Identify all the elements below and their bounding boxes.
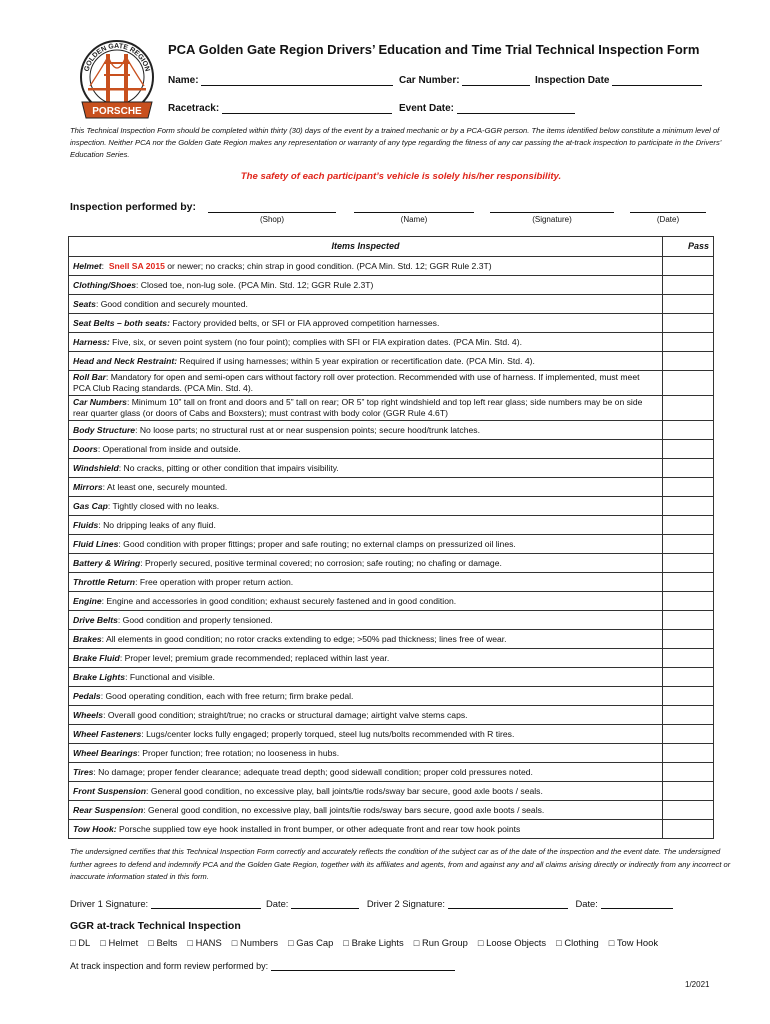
pass-header: Pass (663, 237, 714, 257)
pass-cell[interactable] (663, 352, 714, 371)
ggr-check-brake-lights[interactable] (343, 937, 403, 948)
checkbox-icon[interactable]: □ (343, 937, 349, 948)
item-cell (69, 333, 663, 352)
item-label: Front Suspension (73, 785, 147, 796)
item-cell (69, 801, 663, 820)
item-cell (69, 396, 663, 421)
pass-cell[interactable] (663, 257, 714, 276)
item-description: : General good condition, no excessive play, ball joints/tie rods/sway bars secure, good axle boots / seals. (143, 804, 545, 815)
name-input[interactable] (201, 74, 393, 86)
item-description: : No loose parts; no structural rust at or near suspension points; secure hood/trunk latches. (135, 424, 480, 435)
table-row (69, 649, 714, 668)
item-cell (69, 592, 663, 611)
item-label: Seats (73, 298, 96, 309)
item-label: Fluids (73, 519, 99, 530)
form-version-date: 1/2021 (685, 980, 710, 989)
item-description: : At least one, securely mounted. (102, 481, 228, 492)
review-input[interactable] (271, 959, 455, 971)
ggr-section-title: GGR at-track Technical Inspection (70, 920, 241, 932)
pass-cell[interactable] (663, 554, 714, 573)
inspection-table (68, 236, 714, 839)
checkbox-icon[interactable]: □ (231, 937, 238, 948)
driver-signature-row (70, 897, 673, 909)
item-cell (69, 440, 663, 459)
item-cell (69, 371, 663, 396)
item-cell (69, 295, 663, 314)
checkbox-label: Helmet (108, 937, 139, 948)
intro-paragraph: This Technical Inspection Form should be completed within thirty (30) days of the event by a trained mechanic or by a PCA-GGR person. The items identified below constitute a minimum level of inspection. Neither PCA nor the Golden Gate Region makes any representation or warranty of any type regarding the fitness of any car passing the at-track inspection to participate in the Drivers’ Education Series. (70, 126, 722, 159)
item-cell (69, 314, 663, 333)
item-cell (69, 649, 663, 668)
logo-top-text: GOLDEN GATE REGION (83, 42, 151, 73)
item-cell (69, 257, 663, 276)
car-number-field-row (399, 74, 530, 86)
checkbox-icon[interactable]: □ (187, 937, 194, 948)
item-description: : Good condition and properly tensioned. (117, 614, 273, 625)
pass-cell[interactable] (663, 649, 714, 668)
checkbox-label: Clothing (564, 937, 599, 948)
item-cell (69, 820, 663, 839)
ggr-check-loose-objects[interactable] (478, 937, 546, 948)
item-label: Mirrors (73, 481, 103, 492)
table-row (69, 744, 714, 763)
item-label: Drive Belts (73, 614, 118, 625)
table-row (69, 257, 714, 276)
item-cell (69, 497, 663, 516)
shop-caption: (Shop) (259, 215, 284, 224)
table-row (69, 459, 714, 478)
item-description: : Operational from inside and outside. (97, 443, 241, 454)
pass-cell[interactable] (663, 371, 714, 396)
safety-note: The safety of each participant’s vehicle is solely his/her responsibility. (240, 171, 562, 182)
item-label: Brake Fluid (73, 652, 120, 663)
racetrack-input[interactable] (222, 102, 392, 114)
item-label: Brake Lights (73, 671, 126, 682)
table-row (69, 352, 714, 371)
item-cell (69, 706, 663, 725)
item-label: Body Structure (73, 424, 136, 435)
item-label: Wheels (73, 709, 104, 720)
pass-cell[interactable] (663, 421, 714, 440)
item-description: : Lugs/center locks fully engaged; properly torqued, steel lug nuts/bolts recommended with R tires. (141, 728, 515, 739)
pass-cell[interactable] (663, 725, 714, 744)
item-label: Seat Belts – both seats: (73, 317, 170, 328)
item-cell (69, 630, 663, 649)
pass-cell[interactable] (663, 573, 714, 592)
item-label: Tow Hook: (73, 823, 117, 834)
checkbox-icon[interactable]: □ (556, 937, 562, 948)
name-caption: (Name) (400, 215, 428, 224)
item-label: Engine (73, 595, 102, 606)
item-cell (69, 573, 663, 592)
driver2-signature-input[interactable] (448, 897, 568, 909)
pass-cell[interactable] (663, 535, 714, 554)
checkbox-label: Numbers (239, 937, 279, 948)
table-row (69, 782, 714, 801)
performed-date-input[interactable] (630, 212, 706, 213)
checkbox-icon[interactable]: □ (100, 937, 106, 948)
event-date-label: Event Date: (399, 103, 455, 114)
item-description: : Proper function; free rotation; no looseness in hubs. (137, 747, 340, 758)
item-label: Doors (73, 443, 98, 454)
driver2-date-input[interactable] (601, 897, 673, 909)
table-row (69, 535, 714, 554)
pass-cell[interactable] (663, 592, 714, 611)
date-caption: (Date) (656, 215, 680, 224)
table-row (69, 497, 714, 516)
checkbox-label: HANS (195, 937, 222, 948)
item-label: Clothing/Shoes (73, 279, 137, 290)
signature-caption: (Signature) (532, 215, 572, 224)
performer-name-input[interactable] (354, 212, 474, 213)
item-label: Tires (73, 766, 94, 777)
table-row (69, 396, 714, 421)
checkbox-label: DL (78, 937, 91, 948)
checkbox-label: Run Group (421, 937, 468, 948)
pass-cell[interactable] (663, 744, 714, 763)
item-description: : Properly secured, positive terminal covered; no corrosion; safe routing; no chafing or damage. (140, 557, 502, 568)
event-date-input[interactable] (457, 102, 575, 114)
ggr-check-tow-hook[interactable] (609, 937, 658, 948)
item-label: Throttle Return (73, 576, 136, 587)
item-label: Wheel Fasteners (73, 728, 142, 739)
car-number-input[interactable] (462, 74, 530, 86)
table-row (69, 295, 714, 314)
pass-cell[interactable] (663, 611, 714, 630)
item-description: : Free operation with proper return action. (135, 576, 294, 587)
name-label: Name: (168, 75, 199, 86)
item-cell (69, 554, 663, 573)
item-description: : General good condition, no excessive play, ball joints/tie rods/sway bar secure, good axle boots / seals. (146, 785, 543, 796)
ggr-checklist (70, 937, 668, 948)
item-cell (69, 421, 663, 440)
table-row (69, 276, 714, 295)
item-description: Required if using harnesses; within 5 year expiration or recertification date. (PCA Min. Std. 4). (177, 355, 535, 366)
ggr-check-clothing[interactable] (556, 937, 599, 948)
item-label: Wheel Bearings (73, 747, 138, 758)
item-description: : Closed toe, non-lug sole. (PCA Min. Std. 12; GGR Rule 2.3T) (136, 279, 374, 290)
pass-cell[interactable] (663, 440, 714, 459)
name-field-row (168, 74, 393, 86)
item-label: Brakes (73, 633, 102, 644)
inspection-date-input[interactable] (612, 74, 702, 86)
pass-cell[interactable] (663, 459, 714, 478)
checkbox-icon[interactable]: □ (148, 937, 154, 948)
item-description: : Good operating condition, each with free return; firm brake pedal. (100, 690, 354, 701)
table-row (69, 706, 714, 725)
table-row (69, 516, 714, 535)
item-description: : Overall good condition; straight/true; no cracks or structural damage; airtight valve stems caps. (103, 709, 468, 720)
ggr-check-dl[interactable] (70, 937, 90, 948)
table-row (69, 440, 714, 459)
checkbox-icon[interactable]: □ (288, 937, 294, 948)
pass-cell[interactable] (663, 687, 714, 706)
table-row (69, 592, 714, 611)
car-number-label: Car Number: (399, 75, 460, 86)
driver1-date-input[interactable] (291, 897, 359, 909)
item-description: Porsche supplied tow eye hook installed in front bumper, or other adequate front and rear tow hook points (116, 823, 521, 834)
item-cell (69, 276, 663, 295)
driver2-date-label: Date: (575, 898, 598, 909)
item-description: or newer; no cracks; chin strap in good condition. (PCA Min. Std. 12; GGR Rule 2.3T) (164, 260, 492, 271)
item-label: Battery & Wiring (73, 557, 141, 568)
item-description: : Engine and accessories in good condition; exhaust securely fastened and in good condition. (101, 595, 457, 606)
pass-cell[interactable] (663, 314, 714, 333)
item-separator: : (101, 260, 109, 271)
item-cell (69, 782, 663, 801)
pass-cell[interactable] (663, 497, 714, 516)
pass-cell[interactable] (663, 820, 714, 839)
racetrack-field-row (168, 102, 392, 114)
item-cell (69, 478, 663, 497)
table-row (69, 725, 714, 744)
pass-cell[interactable] (663, 763, 714, 782)
ggr-check-belts[interactable] (148, 937, 177, 948)
item-label: Rear Suspension (73, 804, 144, 815)
logo-bottom-text: PORSCHE (92, 106, 142, 117)
pca-ggr-logo (76, 36, 158, 132)
pass-cell[interactable] (663, 516, 714, 535)
item-description: : No dripping leaks of any fluid. (98, 519, 216, 530)
item-description: : No damage; proper fender clearance; adequate tread depth; good sidewall condition; proper cold pressures noted. (93, 766, 533, 777)
certification-paragraph: The undersigned certifies that this Technical Inspection Form correctly and accurately reflects the condition of the subject car as of the date of the inspection and the event date. The undersigned further agrees to defend and indemnify PCA and the Golden Gate Region, together with its affiliates and agents, from and against any and all claims arising directly or indirectly from any incorrect or inaccurate information stated in this form. (70, 847, 731, 881)
ggr-check-hans[interactable] (187, 937, 221, 948)
checkbox-label: Belts (156, 937, 178, 948)
shop-input[interactable] (208, 212, 336, 213)
table-row (69, 573, 714, 592)
checkbox-label: Tow Hook (616, 937, 659, 948)
driver1-date-label: Date: (266, 898, 289, 909)
ggr-check-helmet[interactable] (100, 937, 138, 948)
item-label: Car Numbers (73, 397, 127, 407)
driver2-signature-label: Driver 2 Signature: (366, 898, 446, 909)
table-row (69, 668, 714, 687)
pass-cell[interactable] (663, 396, 714, 421)
item-description: : Mandatory for open and semi-open cars without factory roll over protection. Recommended with use of harness. If implemented, must meet PCA Club Racing standards. (PCA Min. Std. 4). (73, 372, 640, 393)
item-label: Helmet (73, 260, 102, 271)
item-label: Roll Bar (73, 372, 106, 382)
checkbox-label: Gas Cap (296, 937, 334, 948)
item-label: Harness: (73, 336, 110, 347)
pass-cell[interactable] (663, 295, 714, 314)
performed-by-label: Inspection performed by: (70, 201, 197, 213)
table-row (69, 820, 714, 839)
pass-cell[interactable] (663, 478, 714, 497)
table-row (69, 333, 714, 352)
table-row (69, 630, 714, 649)
item-standard-highlight: Snell SA 2015 (108, 260, 165, 271)
ggr-check-run-group[interactable] (414, 937, 468, 948)
pass-cell[interactable] (663, 276, 714, 295)
table-row (69, 801, 714, 820)
item-label: Gas Cap (73, 500, 108, 511)
item-cell (69, 744, 663, 763)
table-row (69, 314, 714, 333)
item-cell (69, 611, 663, 630)
item-description: : All elements in good condition; no rotor cracks extending to edge; >50% pad thickness; lines free of wear. (101, 633, 507, 644)
item-description: : Minimum 10” tall on front and doors and 5” tall on rear; OR 5” top right windshield and top left rear glass; side numbers may be on side rear quarter glass (or doors of Cabs and Boxsters); must contrast with body color (GGR Rule 4.6T) (73, 397, 643, 418)
driver1-signature-label: Driver 1 Signature: (70, 898, 149, 909)
driver1-signature-input[interactable] (151, 897, 261, 909)
review-label: At track inspection and form review performed by: (70, 961, 269, 971)
pass-cell[interactable] (663, 801, 714, 820)
item-cell (69, 687, 663, 706)
table-row (69, 763, 714, 782)
item-cell (69, 535, 663, 554)
table-row (69, 687, 714, 706)
ggr-check-gas-cap[interactable] (288, 937, 333, 948)
inspection-date-label: Inspection Date (535, 75, 610, 86)
signature-input[interactable] (490, 212, 614, 213)
item-cell (69, 516, 663, 535)
item-label: Fluid Lines (73, 538, 119, 549)
checkbox-icon[interactable]: □ (477, 937, 484, 948)
item-label: Pedals (73, 690, 101, 701)
item-cell (69, 459, 663, 478)
item-cell (69, 352, 663, 371)
checkbox-label: Loose Objects (486, 937, 547, 948)
ggr-check-numbers[interactable] (232, 937, 278, 948)
review-row (70, 959, 455, 971)
checkbox-icon[interactable]: □ (413, 937, 420, 948)
item-description: : Tightly closed with no leaks. (107, 500, 220, 511)
pass-cell[interactable] (663, 706, 714, 725)
item-description: : Proper level; premium grade recommended; replaced within last year. (119, 652, 390, 663)
checkbox-label: Brake Lights (351, 937, 404, 948)
pass-cell[interactable] (663, 782, 714, 801)
item-cell (69, 763, 663, 782)
item-cell (69, 725, 663, 744)
item-description: : Good condition and securely mounted. (95, 298, 248, 309)
checkbox-icon[interactable]: □ (70, 937, 76, 948)
checkbox-icon[interactable]: □ (608, 937, 615, 948)
event-date-field-row (399, 102, 575, 114)
table-row (69, 478, 714, 497)
pass-cell[interactable] (663, 630, 714, 649)
racetrack-label: Racetrack: (168, 103, 220, 114)
table-row (69, 421, 714, 440)
table-row (69, 554, 714, 573)
items-inspected-header: Items Inspected (69, 237, 663, 257)
pass-cell[interactable] (663, 333, 714, 352)
table-row (69, 371, 714, 396)
item-description: Five, six, or seven point system (no four point); complies with SFI or FIA expiration dates. (PCA Min. Std. 4). (109, 336, 522, 347)
item-description: Factory provided belts, or SFI or FIA approved competition harnesses. (169, 317, 440, 328)
item-cell (69, 668, 663, 687)
item-label: Head and Neck Restraint: (73, 355, 178, 366)
table-row (69, 611, 714, 630)
item-description: : Functional and visible. (125, 671, 215, 682)
item-label: Windshield (73, 462, 119, 473)
pass-cell[interactable] (663, 668, 714, 687)
inspection-date-field-row (535, 74, 702, 86)
item-description: : Good condition with proper fittings; proper and safe routing; no external clamps on pressurized oil lines. (118, 538, 516, 549)
form-title: PCA Golden Gate Region Drivers’ Education and Time Trial Technical Inspection Form (168, 42, 700, 57)
item-description: : No cracks, pitting or other condition that impairs visibility. (118, 462, 339, 473)
